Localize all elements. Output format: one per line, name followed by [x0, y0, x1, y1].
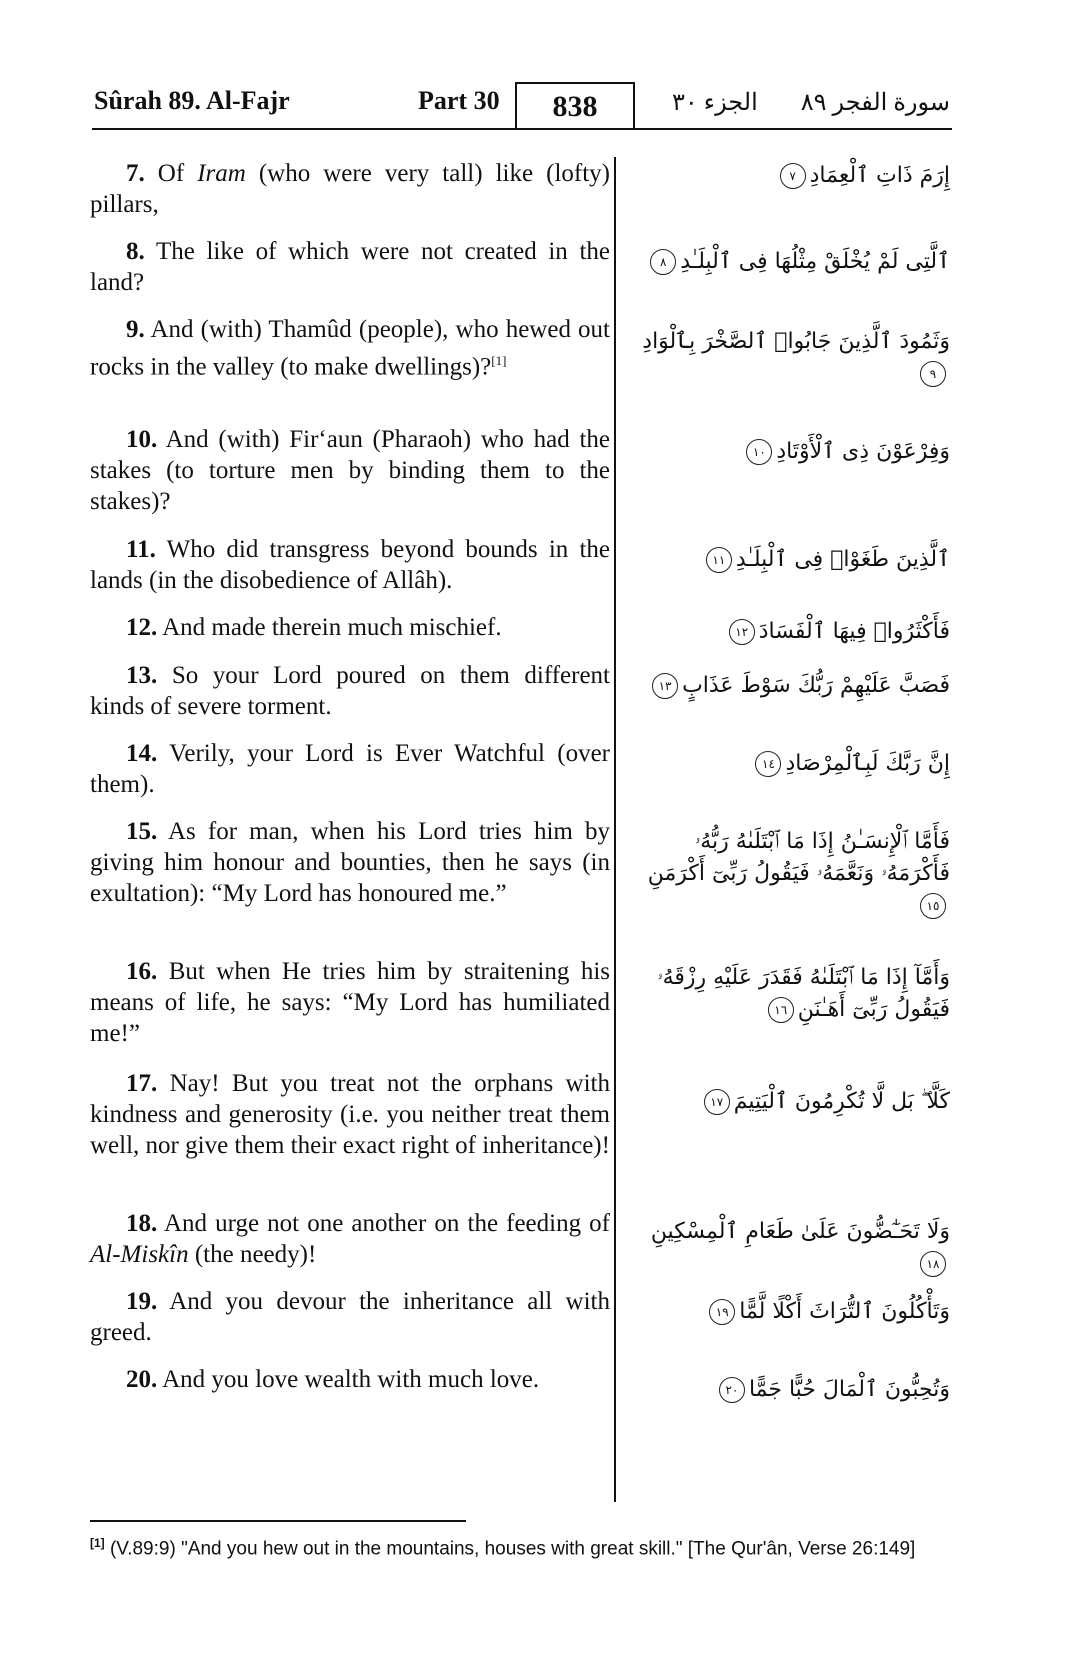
ayah-marker-icon: ١٣: [652, 673, 678, 699]
verse-translation-10: 10. And (with) Fir‘aun (Pharaoh) who had the stakes (to torture men by binding them to the stakes)?: [90, 426, 610, 515]
surah-title-arabic: سورة الفجر ٨٩: [800, 90, 950, 116]
ayah-marker-icon: ٩: [920, 361, 946, 387]
footnote: [90, 1530, 950, 1562]
verse-arabic-20: وَتُحِبُّونَ ٱلْمَالَ حُبًّا جَمًّا٢٠: [630, 1374, 950, 1406]
verse-translation-14: 14. Verily, your Lord is Ever Watchful (over them).: [90, 740, 610, 798]
juz-arabic: الجزء ٣٠: [672, 90, 758, 116]
verse-arabic-15: فَأَمَّا ٱلْإِنسَـٰنُ إِذَا مَا ٱبْتَلَىٰهُ رَبُّهُۥ فَأَكْرَمَهُۥ وَنَعَّمَهُۥ فَيَقُولُ رَبِّىٓ أَكْرَمَنِ١٥: [630, 826, 950, 922]
verse-arabic-9: وَثَمُودَ ٱلَّذِينَ جَابُوا۟ ٱلصَّخْرَ بِٱلْوَادِ٩: [630, 326, 950, 390]
verse-arabic-12: فَأَكْثَرُوا۟ فِيهَا ٱلْفَسَادَ١٢: [630, 616, 950, 648]
ayah-marker-icon: ٧: [780, 163, 806, 189]
ayah-marker-icon: ١٥: [920, 893, 946, 919]
page-number: 838: [515, 82, 635, 128]
verse-translation-18: 18. And urge not one another on the feeding of Al-Miskîn (the needy)!: [90, 1210, 610, 1268]
column-divider: [614, 157, 616, 1502]
verse-number: 7.: [126, 160, 145, 187]
footnote-text: (V.89:9) "And you hew out in the mountains, houses with great skill." [The Qur'ân, Verse 26:149]: [109, 1538, 916, 1560]
ayah-marker-icon: ٨: [650, 249, 676, 275]
footnote-marker: [1]: [90, 1536, 105, 1550]
verse-arabic-10: وَفِرْعَوْنَ ذِى ٱلْأَوْتَادِ١٠: [630, 436, 950, 468]
ayah-marker-icon: ١٧: [704, 1089, 730, 1115]
page-header: [92, 80, 952, 130]
footnote-rule: [90, 1520, 466, 1522]
verse-translation-8: 8. The like of which were not created in the land?: [90, 238, 610, 296]
verse-arabic-14: إِنَّ رَبَّكَ لَبِٱلْمِرْصَادِ١٤: [630, 748, 950, 780]
ayah-marker-icon: ١٤: [755, 751, 781, 777]
ayah-marker-icon: ١٢: [729, 619, 755, 645]
verse-arabic-18: وَلَا تَحَـٰٓضُّونَ عَلَىٰ طَعَامِ ٱلْمِسْكِينِ١٨: [630, 1216, 950, 1280]
verse-translation-20: 20. And you love wealth with much love.: [126, 1366, 540, 1393]
footnote-ref[interactable]: [1]: [491, 353, 507, 368]
verse-arabic-8: ٱلَّتِى لَمْ يُخْلَقْ مِثْلُهَا فِى ٱلْبِلَـٰدِ٨: [630, 246, 950, 278]
verse-translation-15: 15. As for man, when his Lord tries him by giving him honour and bounties, then he says (in exultation): “My Lord has honoured me.”: [90, 818, 610, 907]
verse-translation-16: 16. But when He tries him by straitening his means of life, he says: “My Lord has humiliated me!”: [90, 958, 611, 1047]
verse-arabic-16: وَأَمَّآ إِذَا مَا ٱبْتَلَىٰهُ فَقَدَرَ عَلَيْهِ رِزْقَهُۥ فَيَقُولُ رَبِّىٓ أَهَـٰنَنِ١٦: [657, 965, 950, 1022]
ayah-marker-icon: ١٦: [768, 997, 794, 1023]
verse-translation-13: 13. So your Lord poured on them different kinds of severe torment.: [90, 662, 611, 720]
part-label: Part 30: [418, 86, 500, 115]
verse-arabic-13: فَصَبَّ عَلَيْهِمْ رَبُّكَ سَوْطَ عَذَابٍ١٣: [630, 670, 950, 702]
verse-translation-7: 7. Of Iram (who were very tall) like (lofty) pillars,: [90, 160, 610, 218]
ayah-marker-icon: ١٠: [746, 439, 772, 465]
ayah-marker-icon: ١٩: [709, 1299, 735, 1325]
verse-translation-9: 9. And (with) Thamûd (people), who hewed out rocks in the valley (to make dwellings)?[1]: [90, 316, 611, 381]
verse-arabic-11: ٱلَّذِينَ طَغَوْا۟ فِى ٱلْبِلَـٰدِ١١: [630, 544, 950, 576]
verse-translation-17: 17. Nay! But you treat not the orphans with kindness and generosity (i.e. you neither treat them well, nor give them their exact right of inheritance)!: [90, 1070, 611, 1159]
ayah-marker-icon: ١٨: [920, 1251, 946, 1277]
verse-arabic-17: كَلَّا ۖ بَل لَّا تُكْرِمُونَ ٱلْيَتِيمَ١٧: [630, 1086, 950, 1118]
verse-translation-11: 11. Who did transgress beyond bounds in the lands (in the disobedience of Allâh).: [90, 536, 610, 594]
ayah-marker-icon: ١١: [706, 547, 732, 573]
surah-title: Sûrah 89. Al-Fajr: [94, 86, 290, 115]
verse-arabic-7: إِرَمَ ذَاتِ ٱلْعِمَادِ٧: [630, 160, 950, 192]
verse-translation-12: 12. And made therein much mischief.: [126, 614, 502, 641]
ayah-marker-icon: ٢٠: [719, 1377, 745, 1403]
verse-arabic-19: وَتَأْكُلُونَ ٱلتُّرَاثَ أَكْلًا لَّمًّا١٩: [630, 1296, 950, 1328]
verse-translation-19: 19. And you devour the inheritance all with greed.: [90, 1288, 611, 1346]
